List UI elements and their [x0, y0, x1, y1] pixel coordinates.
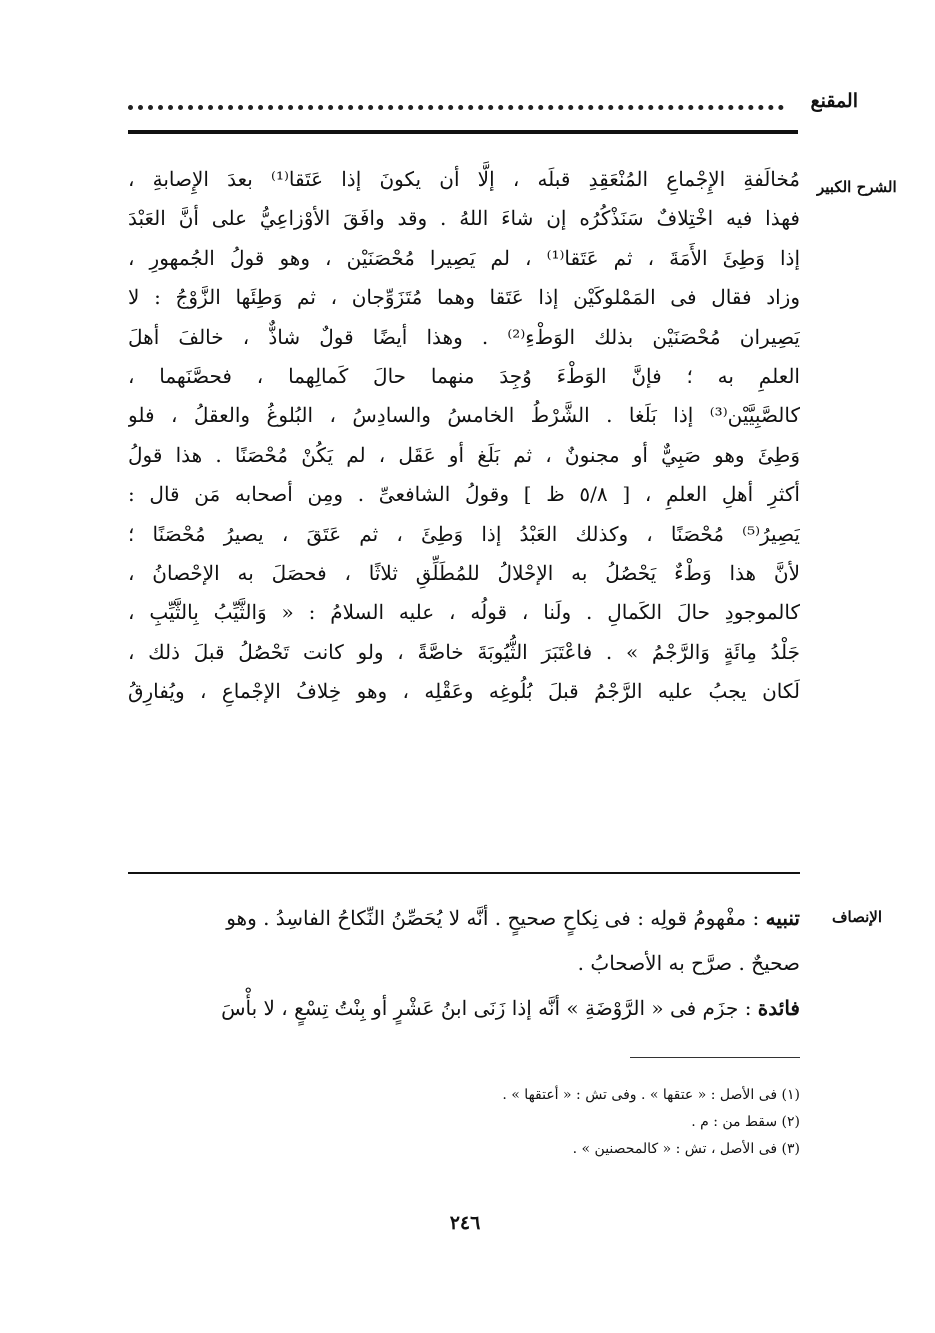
main-text-line: أكثرِ أهلِ العلمِ ، [ ٥/٨ ظ ] وقولُ الشافعىِّ . ومِن أصحابه مَن قال :	[128, 482, 800, 507]
margin-label-sharh: الشرح الكبير	[817, 178, 897, 196]
main-text-line: مُخالَفةِ الإِجْماعِ المُنْعَقِدِ قبلَه ، إلَّا أن يكونَ إذا عَتَقا⁽¹⁾ بعدَ الإِصابةِ ،	[128, 167, 800, 191]
page-number: ٢٤٦	[449, 1212, 481, 1234]
footnote-2: (٢) سقط من : م .	[691, 1114, 800, 1130]
main-text-line: كالموجودِ حالَ الكَمالِ . ولَنا ، قولُه ، عليه السلامُ : « وَالثَّيِّبُ بِالثَّيِّبِ ،	[128, 600, 800, 625]
book-title: المقنع	[810, 90, 858, 112]
main-text-line: فهذا فيه اخْتِلافٌ سَنَذْكُرُه إن شاءَ اللهُ . وقد وافَقَ الأوْزاعِيُّ على أنَّ العَبْدَ	[128, 206, 800, 231]
footnote-1: (١) فى الأصل : « عتقها » . وفى تش : « أعتقها » .	[502, 1087, 800, 1103]
main-commentary-text	[128, 160, 800, 711]
insaf-line-3	[128, 986, 800, 1031]
main-text-line: لأنَّ هذا وَطْءٌ يَحْصُلُ به الإحْلالُ للمُطَلِّقِ ثلاثًا ، فحصَلَ به الإحْصانُ ،	[128, 560, 800, 585]
margin-label-insaf: الإنصاف	[832, 908, 883, 926]
main-text-line: إذا وَطِئَ الأَمَةَ ، ثم عَتَقا⁽¹⁾ ، لم يَصِيرا مُحْصَنَيْن ، وهو قولُ الجُمهورِ ،	[128, 245, 800, 270]
tanbih-text: : مفْهومُ قولِه : فى نِكاحٍ صحيحٍ . أنَّه لا يُحَصِّنُ النِّكاحُ الفاسِدُ . وهو	[226, 906, 760, 930]
main-text-line: جَلْدُ مِائَةٍ وَالرَّجْمُ » . فاعْتَبَرَ الثُّيُوبَةَ خاصَّةً ، ولو كانت تَحْصُلُ قبلَ ذلك ،	[128, 639, 800, 664]
insaf-line-2: صحيحٌ . صرَّح به الأصحابُ .	[577, 951, 800, 975]
main-text-line: يَصِيران مُحْصَنَيْن بذلك الوَطْءِ⁽²⁾ . وهذا أيضًا قولٌ شاذٌّ ، خالفَ أهلَ	[128, 324, 800, 349]
footnotes	[128, 1082, 800, 1163]
header-rule	[128, 130, 798, 134]
section-divider	[128, 872, 800, 874]
footnote-3: (٣) فى الأصل ، تش : « كالمحصنين » .	[572, 1141, 800, 1157]
faida-label: فائدة	[757, 996, 800, 1020]
main-text-line: يَصِيرُ⁽⁵⁾ مُحْصَنًا ، وكذلك العَبْدُ إذا وَطِئَ ، ثم عَتَقَ ، يصيرُ مُحْصَنًا ؛	[128, 521, 800, 546]
main-text-line: كالصَّبِيَّيْن⁽³⁾ إذا بَلَغا . الشَّرْطُ الخامسُ والسادِسُ ، البُلوغُ والعقلُ ، فلو	[128, 403, 800, 428]
footnote-rule	[630, 1057, 800, 1058]
main-text-line: العلمِ به ؛ فإنَّ الوَطْءَ وُجِدَ منهما حالَ كَمالِهما ، فحصَّنَهما ،	[128, 363, 800, 388]
tanbih-label: تنبيه	[765, 906, 800, 930]
insaf-text	[128, 896, 800, 1031]
main-text-line: وَطِئَ وهو صَبِيٌّ أو مجنونٌ ، ثم بَلَغ أو عَقَل ، لم يَكُنْ مُحْصَنًا . هذا قولُ	[128, 442, 800, 467]
header-dot-leader	[128, 101, 784, 110]
insaf-line-1	[128, 896, 800, 941]
main-text-line: وزاد فقال فى المَمْلوكَيْن إذا عَتَقا وهما مُتَزَوِّجان ، ثم وَطِئَها الزَّوْجُ : لا	[128, 285, 800, 310]
faida-text: : جزَم فى « الرَّوْضَةِ » أنَّه إذا زَنَى ابنُ عَشْرٍ أو بِنْتُ تِسْعٍ ، لا بأْسَ	[221, 996, 752, 1020]
running-header	[128, 86, 858, 116]
main-text-line: لَكان يجبُ عليه الرَّجْمُ قبلَ بُلُوغِه وعَقْلِه ، وهو خِلافُ الإجْماعِ ، ويُفارِقُ	[128, 679, 800, 704]
